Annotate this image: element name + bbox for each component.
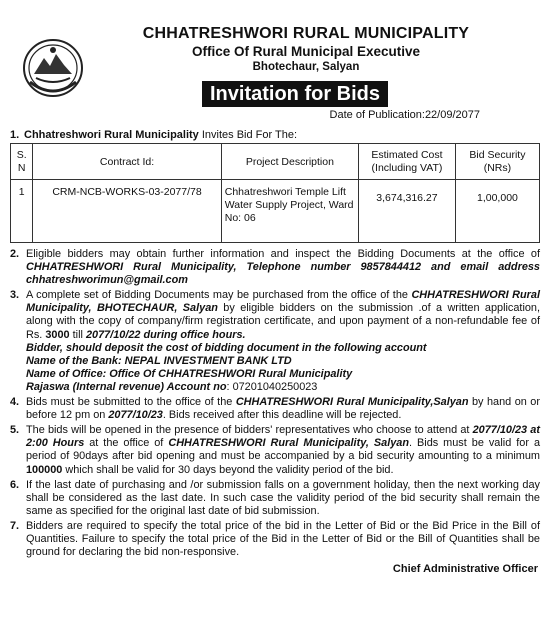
account-number: : 07201040250023 bbox=[226, 380, 318, 393]
text-run: by eligible bidders on the submission .of a written application, along with the copy of company/firm registration certificate, and upon payment of a non-refundable fee of Rs. bbox=[26, 302, 541, 341]
bank-name: Name of the Bank: NEPAL INVESTMENT BANK LTD bbox=[26, 354, 292, 367]
item-4-text bbox=[26, 396, 540, 422]
office-name: Office Of Rural Municipal Executive bbox=[191, 44, 421, 59]
text-run: by hand on or before 12 pm on bbox=[26, 396, 540, 422]
header-text: Estimated Cost bbox=[371, 148, 443, 161]
text-run: at the office of bbox=[84, 437, 169, 450]
col-bid-security bbox=[455, 144, 539, 180]
item-3-text bbox=[26, 289, 540, 394]
text-run: 2077/10/23 at 2:00 Hours bbox=[26, 424, 540, 450]
cell-bid-security: 1,00,000 bbox=[455, 180, 539, 243]
municipality-title: CHHATRESHWORI RURAL MUNICIPALITY bbox=[142, 25, 470, 42]
text-run: . Bids received after this deadline will be rejected. bbox=[162, 409, 402, 422]
cell-text: Water Supply Project, Ward bbox=[224, 199, 354, 211]
text-run: which shall be valid for 30 days beyond the validity period of the bid. bbox=[62, 463, 394, 476]
text-run: 2077/10/23 bbox=[108, 409, 163, 422]
signature: Chief Administrative Officer bbox=[392, 563, 538, 576]
office-location: Bhotechaur, Salyan bbox=[252, 61, 360, 73]
item-number: 2. bbox=[10, 248, 20, 260]
text-run: . Bids must be valid for a period of 90days after bid opening and must be accompanied by a bid security amounting to a minimum bbox=[26, 437, 541, 463]
cell-estimated-cost: 3,674,316.27 bbox=[359, 180, 456, 243]
item-number: 7. bbox=[10, 519, 20, 532]
publication-date bbox=[10, 108, 480, 122]
bid-notice bbox=[0, 24, 550, 639]
text-run: 2077/10/22 during office hours. bbox=[85, 328, 246, 341]
text-run: CHHATRESHWORI Rural Municipality, Telephone number 9857844412 and email address chhatreshworimun@gmail.com bbox=[26, 261, 540, 287]
publication-date-value: 22/09/2077 bbox=[424, 109, 480, 121]
cell-text: No: 06 bbox=[224, 212, 256, 224]
text-run: CHHATRESHWORI Rural Municipality,Salyan bbox=[235, 396, 469, 409]
item-6-text: If the last date of purchasing and /or submission falls on a government holiday, then the next working day shall be considered as the last date. In such case the validity period of the bid security shall remain the same as specified for the original last date of bid submission. bbox=[26, 478, 540, 517]
account-label: Rajaswa (Internal revenue) Account no bbox=[26, 380, 227, 393]
col-sn bbox=[11, 144, 33, 180]
text-run: CHHATRESHWORI Rural Municipality, BHOTECHAUR, Salyan bbox=[26, 289, 540, 315]
item-number: 4. bbox=[10, 396, 20, 409]
item-2 bbox=[10, 248, 540, 287]
item-1 bbox=[10, 129, 540, 142]
text-run: 3000 bbox=[45, 328, 70, 341]
table-header-row bbox=[11, 144, 540, 180]
col-contract-id: Contract Id: bbox=[33, 144, 221, 180]
item-2-text bbox=[26, 248, 540, 287]
item-1-org: Chhatreshwori Rural Municipality bbox=[24, 129, 199, 141]
table-row bbox=[11, 180, 540, 243]
text-run: A complete set of Bidding Documents may be purchased from the office of the bbox=[26, 289, 412, 302]
cell-description bbox=[221, 180, 358, 243]
banner-wrap bbox=[10, 81, 540, 107]
item-number: 3. bbox=[10, 289, 20, 302]
office-name: Name of Office: Office Of CHHATRESHWORI Rural Municipality bbox=[26, 367, 353, 380]
publication-date-label: Date of Publication: bbox=[329, 109, 425, 121]
cell-contract-id: CRM-NCB-WORKS-03-2077/78 bbox=[33, 180, 221, 243]
cell-text: Chhatreshwori Temple Lift bbox=[224, 186, 346, 198]
notice-banner: Invitation for Bids bbox=[202, 81, 388, 107]
header-text: (Including VAT) bbox=[371, 161, 443, 174]
text-run: CHHATRESHWORI Rural Municipality, Salyan bbox=[168, 437, 409, 450]
item-4 bbox=[10, 396, 540, 422]
header-text: Bid Security bbox=[469, 148, 526, 161]
item-7-text: Bidders are required to specify the total price of the bid in the Letter of Bid or the Bid Price in the Bill of Quantities. Failure to specify the total price of the Bid in the Letter of Bid or the Bill of Quantities shall be ground for declaring the bid non-responsive. bbox=[26, 519, 540, 559]
col-estimated-cost bbox=[359, 144, 456, 180]
item-5 bbox=[10, 424, 540, 476]
item-6 bbox=[10, 479, 540, 518]
text-run: Bids must be submitted to the office of the bbox=[26, 396, 236, 409]
item-3 bbox=[10, 289, 540, 394]
text-run: 100000 bbox=[26, 463, 63, 476]
text-run: The bids will be opened in the presence of bidders' representatives who choose to attend at bbox=[26, 424, 473, 437]
item-5-text bbox=[26, 424, 540, 476]
item-number: 1. bbox=[10, 129, 20, 141]
item-number: 6. bbox=[10, 478, 20, 491]
cell-sn: 1 bbox=[11, 180, 33, 243]
header-text: S. bbox=[16, 148, 27, 161]
letterhead bbox=[10, 24, 540, 74]
text-run: Eligible bidders may obtain further information and inspect the Bidding Documents at the office of bbox=[26, 248, 540, 260]
deposit-note: Bidder, should deposit the cost of bidding document in the following account bbox=[26, 341, 427, 354]
bid-table bbox=[10, 143, 540, 243]
item-1-text: Invites Bid For The: bbox=[198, 129, 298, 141]
header-text: N bbox=[17, 161, 26, 174]
government-emblem-icon bbox=[22, 38, 84, 98]
col-description: Project Description bbox=[221, 144, 358, 180]
item-number: 5. bbox=[10, 424, 20, 437]
item-7 bbox=[10, 520, 540, 559]
header-text: (NRs) bbox=[483, 161, 512, 174]
text-run: till bbox=[69, 328, 86, 341]
